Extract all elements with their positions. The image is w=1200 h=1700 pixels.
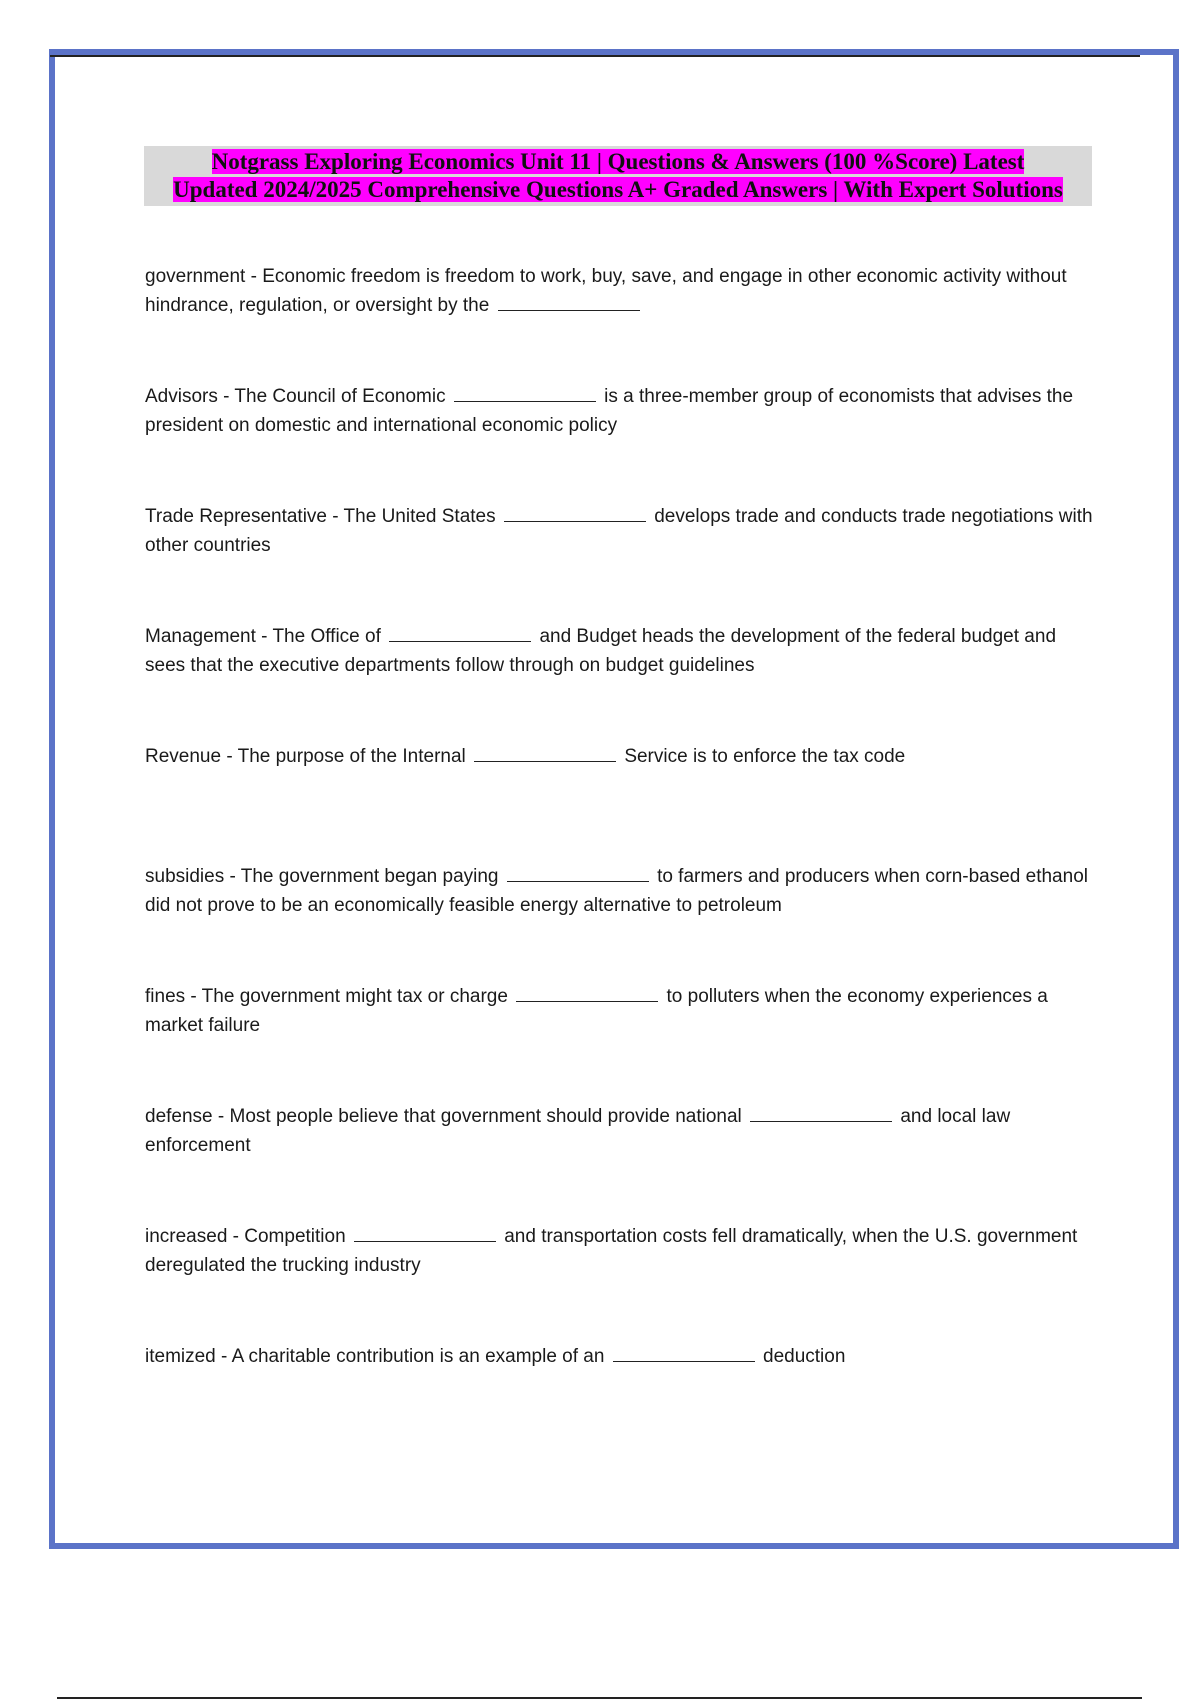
answer-blank	[507, 865, 649, 882]
document-title	[144, 146, 1092, 206]
question-text-before: government - Economic freedom is freedom to work, buy, save, and engage in other economic activity without hindrance, regulation, or oversight by the	[145, 266, 1067, 316]
question-text-before: subsidies - The government began paying	[145, 866, 499, 887]
question-item	[145, 742, 1095, 862]
question-text-before: increased - Competition	[145, 1226, 346, 1247]
question-text-after: to polluters when the economy experiences a market failure	[145, 986, 1048, 1036]
answer-blank	[516, 985, 658, 1002]
question-text-after: develops trade and conducts trade negotiations with other countries	[145, 506, 1093, 556]
question-item	[145, 622, 1095, 742]
question-item	[145, 862, 1095, 982]
title-line-1: Notgrass Exploring Economics Unit 11 | Questions & Answers (100 %Score) Latest	[211, 149, 1025, 174]
answer-blank	[750, 1105, 892, 1122]
answer-blank	[354, 1225, 496, 1242]
question-text-before: itemized - A charitable contribution is an example of an	[145, 1346, 605, 1367]
answer-blank	[504, 505, 646, 522]
question-text-after: and local law enforcement	[145, 1106, 1011, 1156]
question-text-after: deduction	[763, 1346, 846, 1367]
top-rule	[50, 55, 1140, 57]
question-text-after: and transportation costs fell dramatically, when the U.S. government deregulated the trucking industry	[145, 1226, 1078, 1276]
answer-blank	[389, 625, 531, 642]
title-line-2: Updated 2024/2025 Comprehensive Questions A+ Graded Answers | With Expert Solutions	[173, 177, 1063, 202]
question-item	[145, 262, 1095, 382]
bottom-rule	[57, 1697, 1142, 1699]
question-text-after: Service is to enforce the tax code	[624, 746, 906, 767]
question-text-after: is a three-member group of economists that advises the president on domestic and international economic policy	[145, 386, 1074, 436]
answer-blank	[454, 385, 596, 402]
answer-blank	[498, 294, 640, 311]
question-text-before: Trade Representative - The United States	[145, 506, 496, 527]
question-text-before: Revenue - The purpose of the Internal	[145, 746, 466, 767]
question-item	[145, 982, 1095, 1102]
question-item	[145, 1222, 1095, 1342]
question-text-before: Advisors - The Council of Economic	[145, 386, 446, 407]
question-item	[145, 1342, 1095, 1462]
answer-blank	[474, 745, 616, 762]
question-text-before: defense - Most people believe that government should provide national	[145, 1106, 742, 1127]
question-item	[145, 1102, 1095, 1222]
question-item	[145, 502, 1095, 622]
question-text-before: fines - The government might tax or charge	[145, 986, 508, 1007]
question-text-after: and Budget heads the development of the federal budget and sees that the executive departments follow through on budget guidelines	[145, 626, 1057, 676]
answer-blank	[613, 1345, 755, 1362]
question-text-before: Management - The Office of	[145, 626, 381, 647]
question-item	[145, 382, 1095, 502]
question-list	[145, 262, 1095, 1462]
question-text-after: to farmers and producers when corn-based ethanol did not prove to be an economically feasible energy alternative to petroleum	[145, 866, 1088, 916]
